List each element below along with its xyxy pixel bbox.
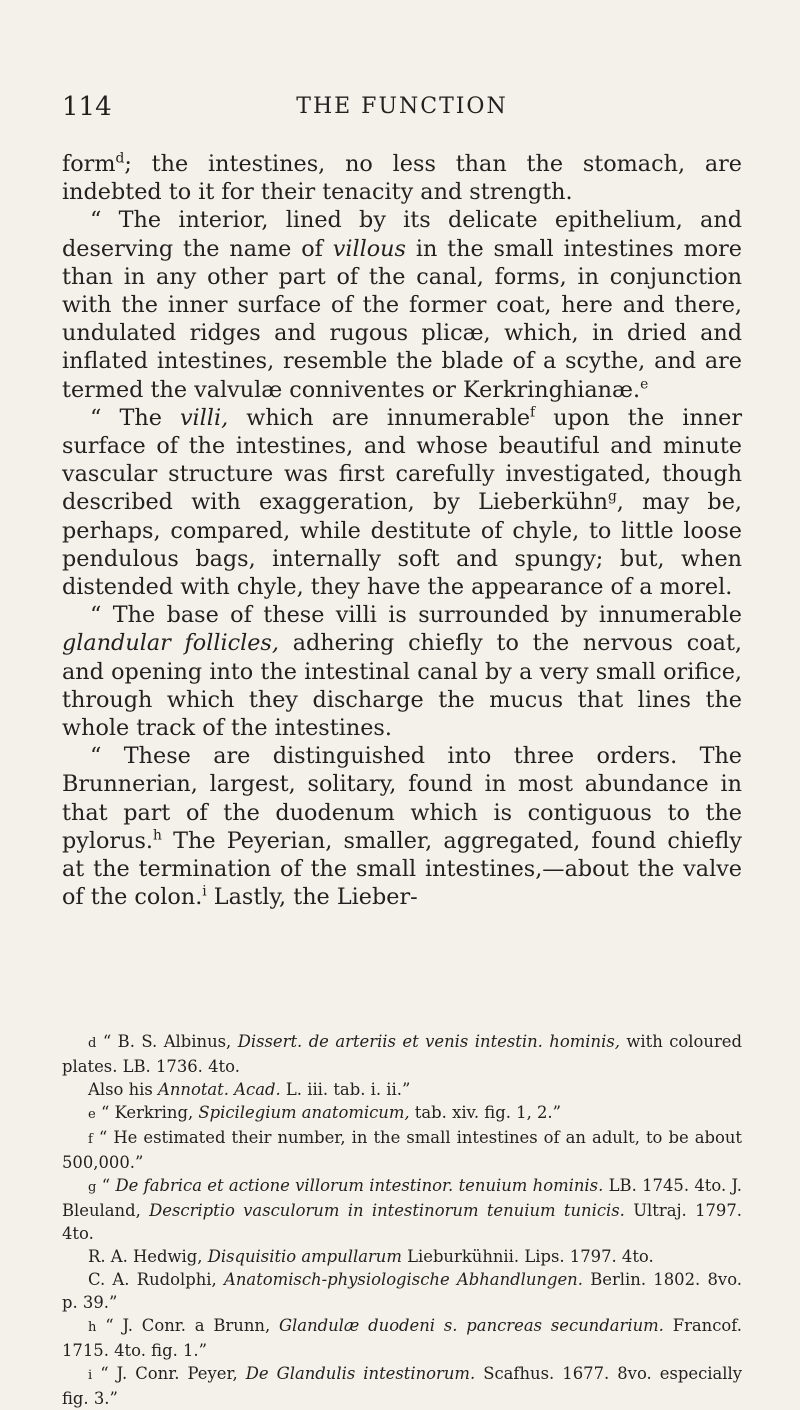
- italic-title: Dissert. de arteriis et venis intestin. hominis,: [237, 1032, 620, 1051]
- footnote-d: [62, 1030, 742, 1078]
- text-run: L. iii. tab. i. ii.”: [280, 1080, 411, 1099]
- footnotes: [62, 1030, 742, 1410]
- italic-title: Glandulæ duodeni s. pancreas secundarium.: [278, 1316, 664, 1335]
- italic-title: Spicilegium anatomicum,: [198, 1103, 410, 1122]
- text-run: form: [62, 151, 116, 177]
- text-run: with coloured plates. LB. 1736. 4to.: [62, 1032, 742, 1076]
- footnote-h: [62, 1314, 742, 1362]
- paragraph-3: [62, 404, 742, 601]
- text-run: Lastly, the Lieber-: [206, 884, 418, 911]
- paragraph-4: [62, 601, 742, 742]
- footnote-mark: f: [88, 1132, 93, 1147]
- italic-term: glandular follicles,: [62, 630, 279, 657]
- paragraph-1: [62, 150, 742, 206]
- text-run: Berlin. 1802. 8vo. p. 39.”: [62, 1270, 742, 1312]
- footnote-i: [62, 1362, 742, 1410]
- footnote-e: [62, 1101, 742, 1126]
- footnote-ref: g: [607, 489, 617, 506]
- page-header: [62, 92, 742, 132]
- text-run: Ultraj. 1797. 4to.: [62, 1201, 742, 1243]
- text-run: “ Kerkring,: [95, 1103, 199, 1122]
- page-number: 114: [62, 92, 112, 122]
- text-run: “ The interior, lined by its delicate epithelium, and deserving the name of: [62, 207, 742, 262]
- footnote-mark: i: [88, 1368, 93, 1383]
- text-run: “ J. Conr. Peyer,: [92, 1364, 246, 1383]
- text-run: “ The: [90, 404, 180, 431]
- running-head: THE FUNCTION: [296, 94, 508, 119]
- italic-term: villi,: [179, 404, 229, 431]
- text-run: , may be, perhaps, compared, while destitute of chyle, to little loose pendulous bags, internally soft and spungy; but, when distended with chyle, they have the appearance of a morel.: [62, 489, 742, 601]
- text-run: “ He estimated their number, in the small intestines of an adult, to be about 500,000.”: [62, 1128, 742, 1172]
- footnote-ref: h: [152, 827, 162, 844]
- footnote-mark: e: [88, 1107, 96, 1122]
- italic-title: Annotat. Acad.: [158, 1080, 281, 1099]
- text-run: upon the inner surface of the intestines, and whose beautiful and minute vascular structure was first carefully investigated, though described with exaggeration, by Lieberkühn: [62, 404, 742, 516]
- text-run: ; the intestines, no less than the stomach, are indebted to it for their tenacity and strength.: [62, 151, 742, 206]
- footnote-ref: e: [640, 376, 649, 393]
- main-text: [62, 150, 742, 911]
- text-run: Scafhus. 1677. 8vo. especially fig. 3.”: [62, 1364, 743, 1408]
- paragraph-2: [62, 206, 742, 403]
- footnote-ref: i: [202, 883, 207, 900]
- footnote-ref: d: [115, 150, 125, 167]
- italic-title: Disquisitio ampullarum: [207, 1247, 402, 1266]
- text-run: adhering chiefly to the nervous coat, and opening into the intestinal canal by a very small orifice, through which they discharge the mucus that lines the whole track of the intestines.: [62, 630, 742, 742]
- footnote-mark: h: [88, 1320, 97, 1335]
- footnote-f: [62, 1126, 742, 1174]
- text-run: “: [96, 1176, 116, 1195]
- text-run: “ These are distinguished into three orders. The Brunnerian, largest, solitary, found in most abundance in that part of the duodenum which is contiguous to the pylorus.: [62, 743, 742, 854]
- italic-title: De fabrica et actione villorum intestinor. tenuium hominis.: [115, 1176, 604, 1195]
- text-run: R. A. Hedwig,: [88, 1247, 208, 1266]
- text-run: which are innumerable: [228, 404, 531, 431]
- italic-title: Descriptio vasculorum in intestinorum tenuium tunicis.: [149, 1201, 625, 1220]
- footnote-g: [62, 1174, 742, 1245]
- text-run: The Peyerian, smaller, aggregated, found chiefly at the termination of the small intestines,—about the valve of the colon.: [62, 827, 742, 911]
- paragraph-5: [62, 742, 742, 911]
- text-run: LB. 1745. 4to. J. Bleuland,: [62, 1176, 743, 1220]
- italic-term: villous: [332, 235, 406, 262]
- italic-title: De Glandulis intestinorum.: [245, 1364, 476, 1383]
- text-run: Also his: [88, 1080, 158, 1099]
- text-run: tab. xiv. fig. 1, 2.”: [409, 1103, 562, 1122]
- text-run: Francof. 1715. 4to. fig. 1.”: [62, 1316, 742, 1360]
- text-run: C. A. Rudolphi,: [88, 1270, 225, 1289]
- footnote-mark: d: [88, 1036, 97, 1051]
- text-run: “ The base of these villi is surrounded by innumerable: [90, 602, 742, 629]
- footnote-d-continued: [62, 1078, 742, 1101]
- footnote-g-continued-2: [62, 1268, 742, 1314]
- text-run: in the small intestines more than in any other part of the canal, forms, in conjunction with the inner surface of the former coat, here and there, undulated ridges and rugous plicæ, which, in dried and inflated intestines, resemble the blade of a scythe, and are termed the valvulæ conniventes or Kerkringhianæ.: [62, 235, 742, 403]
- footnote-g-continued-1: [62, 1245, 742, 1268]
- italic-title: Anatomisch-physiologische Abhandlungen.: [224, 1270, 583, 1289]
- text-run: Lieburkühnii. Lips. 1797. 4to.: [401, 1247, 654, 1266]
- text-run: “ J. Conr. a Brunn,: [96, 1316, 279, 1335]
- footnote-ref: f: [530, 404, 536, 421]
- footnote-mark: g: [88, 1180, 97, 1195]
- text-run: “ B. S. Albinus,: [96, 1032, 238, 1051]
